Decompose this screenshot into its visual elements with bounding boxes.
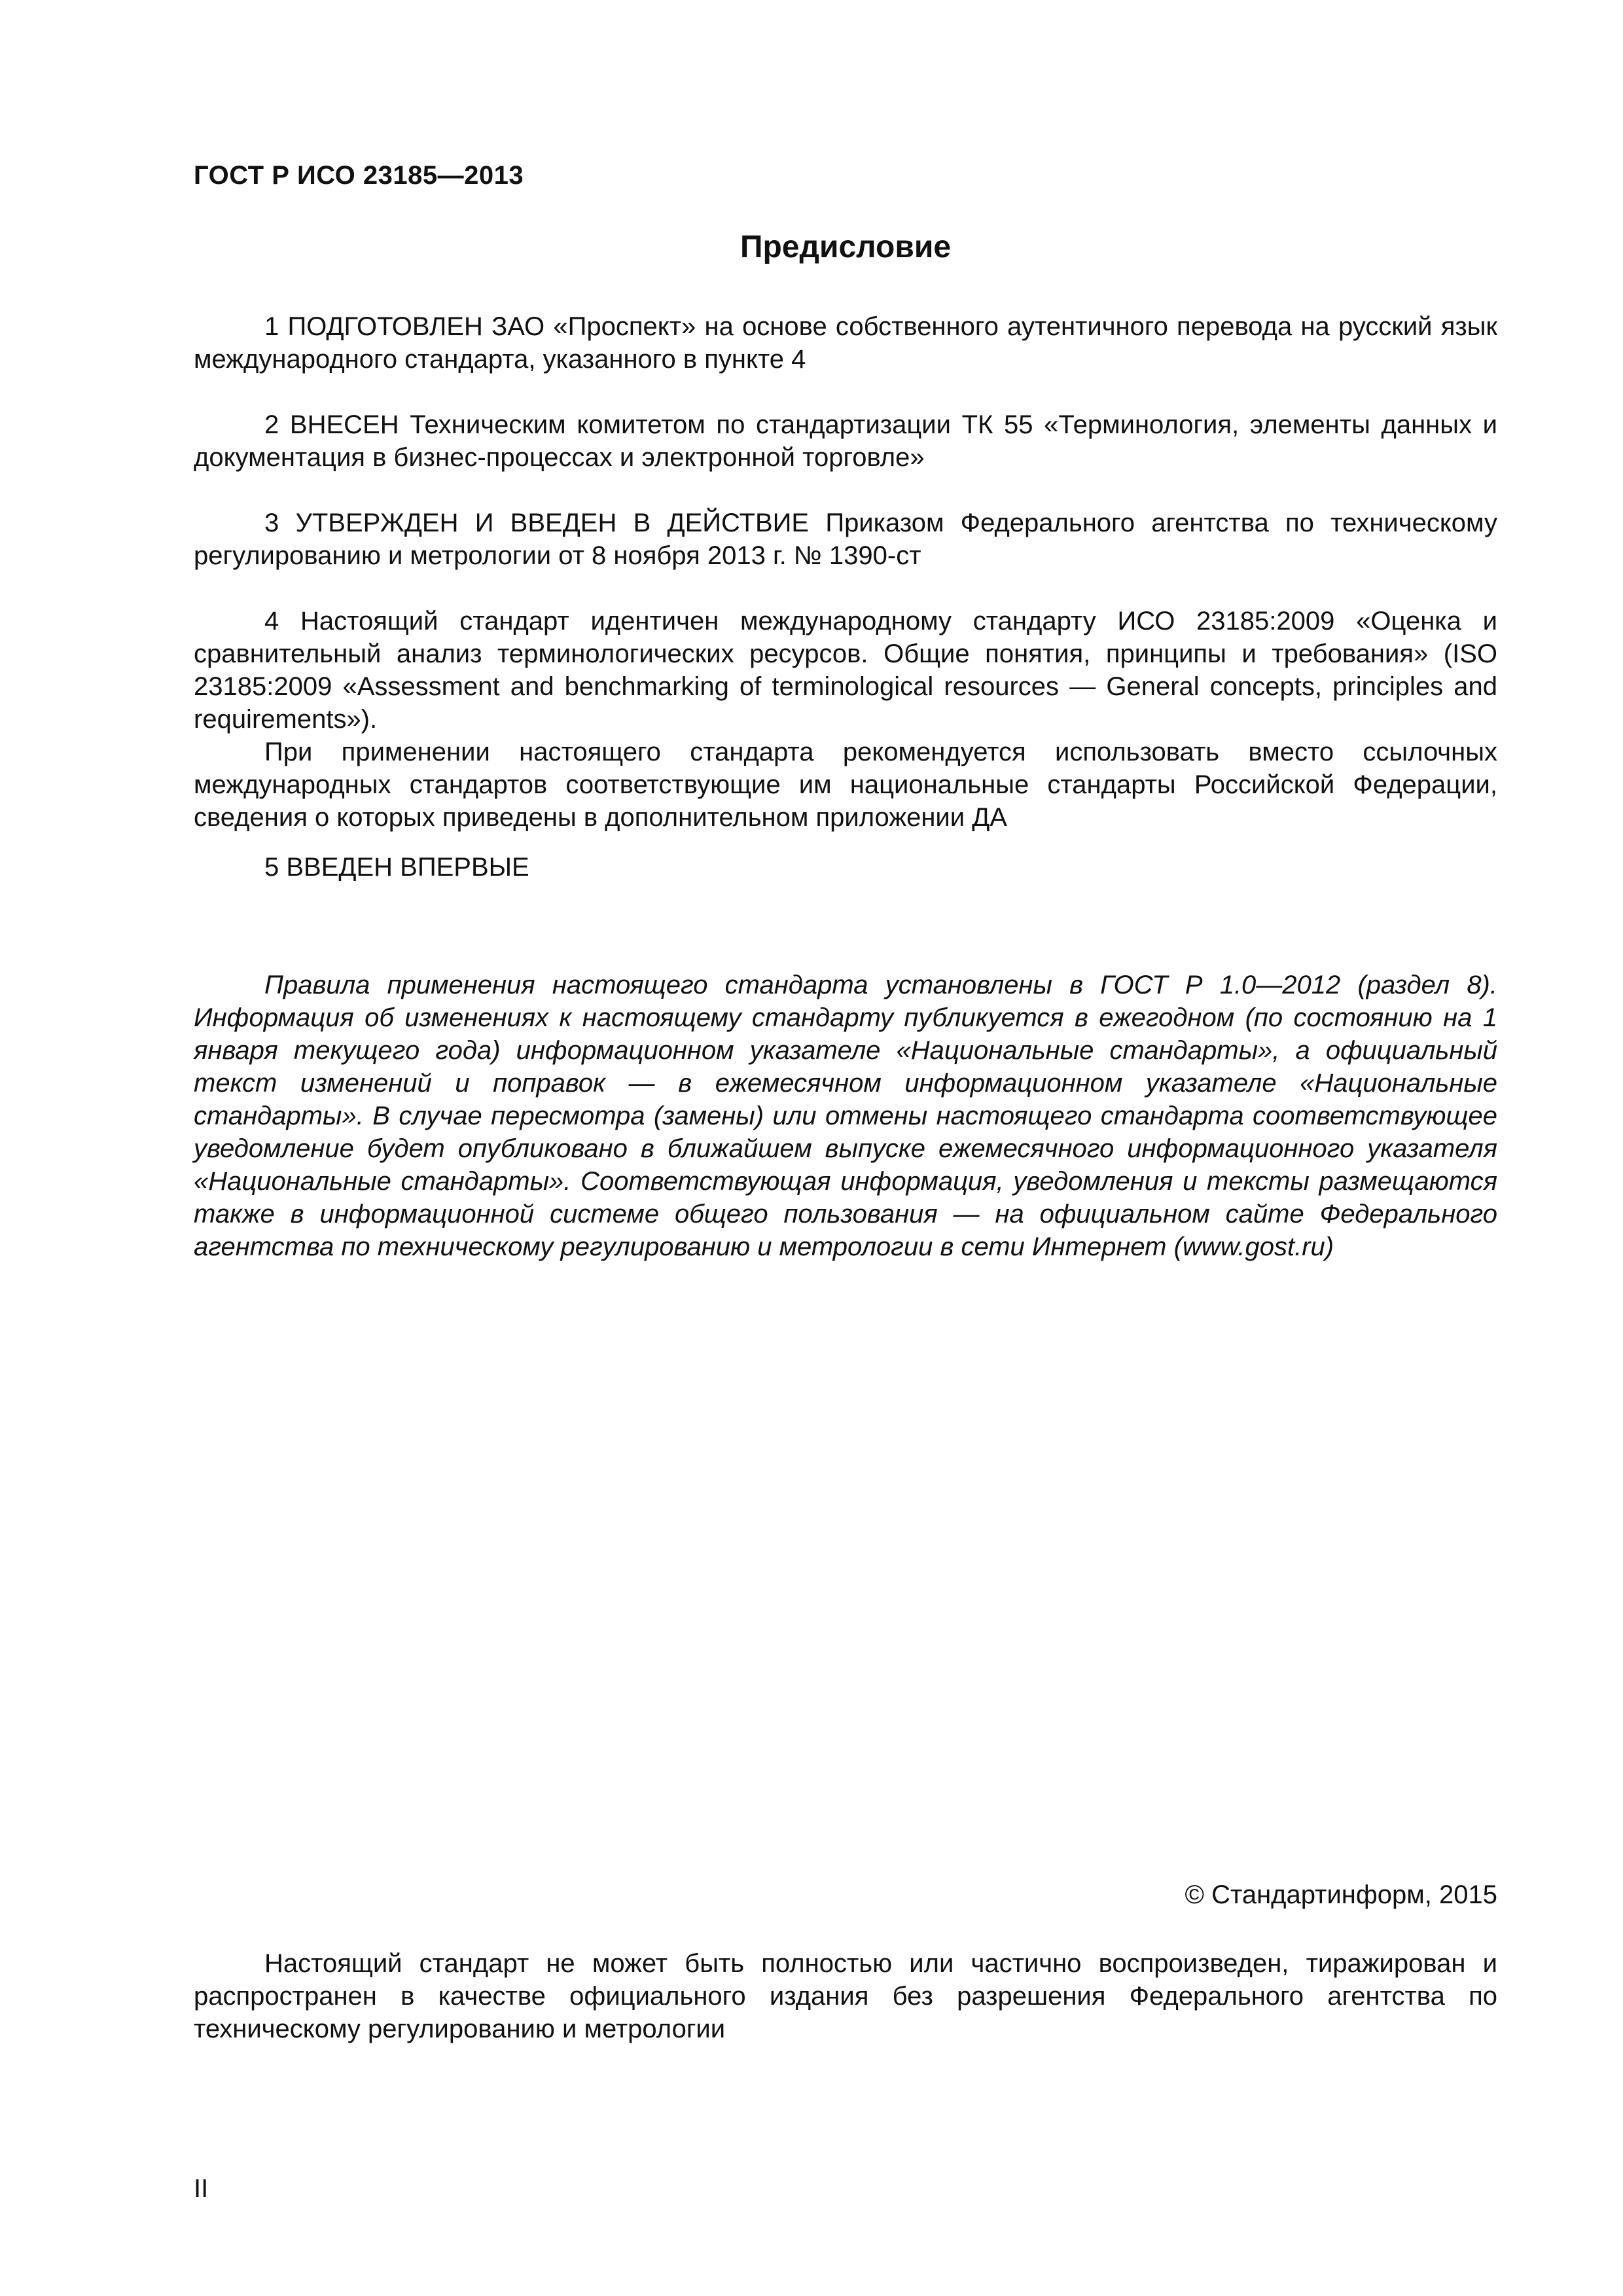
preface-item-text: 3 УТВЕРЖДЕН И ВВЕДЕН В ДЕЙСТВИЕ Приказом Федерального агентства по техническому регулированию и метрологии от 8 ноября 2013 г. № 1390-ст — [194, 509, 1497, 570]
document-id: ГОСТ Р ИСО 23185—2013 — [194, 161, 524, 190]
reproduction-text: Настоящий стандарт не может быть полностью или частично воспроизведен, тиражирован и распространен в качестве официального издания без разрешения Федерального агентства по техническому регулированию и метрологии — [194, 1949, 1497, 2043]
preface-item-text: 5 ВВЕДЕН ВПЕРВЫЕ — [264, 853, 529, 882]
preface-item-text: 1 ПОДГОТОВЛЕН ЗАО «Проспект» на основе собственного аутентичного перевода на русский язык международного стандарта, указанного в пункте 4 — [194, 312, 1497, 374]
copyright-line: © Стандартинформ, 2015 — [1185, 1880, 1497, 1909]
notice-text: Правила применения настоящего стандарта установлены в ГОСТ Р 1.0—2012 (раздел 8). Информация об изменениях к настоящему стандарту публикуется в ежегодном (по состоянию на 1 января текущего года) информационном указателе «Национальные стандарты», а официальный текст изменений и поправок — в ежемесячном информационном указателе «Национальные стандарты». В случае пересмотра (замены) или отмены настоящего стандарта соответствующее уведомление будет опубликовано в ближайшем выпуске ежемесячного информационного указателя «Национальные стандарты». Соответствующая информация, уведомления и тексты размещаются также в информационной системе общего пользования — на официальном сайте Федерального агентства по техническому регулированию и метрологии в сети Интернет (www.gost.ru) — [194, 971, 1497, 1261]
preface-item-1 — [194, 310, 1497, 376]
page-title: Предисловие — [740, 230, 952, 264]
page-number: II — [194, 2174, 209, 2203]
preface-item-2 — [194, 408, 1497, 474]
preface-item-5 — [194, 851, 1497, 884]
preface-item-text: При применении настоящего стандарта рекомендуется использовать вместо ссылочных международных стандартов соответствующие им национальные стандарты Российской Федерации, сведения о которых приведены в дополнительном приложении ДА — [194, 738, 1497, 832]
preface-item-4 — [194, 605, 1497, 834]
application-rules-notice — [194, 969, 1497, 1263]
reproduction-notice — [194, 1947, 1497, 2045]
preface-item-text: 2 ВНЕСЕН Техническим комитетом по стандартизации ТК 55 «Терминология, элементы данных и документация в бизнес-процессах и электронной торговле» — [194, 410, 1497, 472]
preface-item-3 — [194, 507, 1497, 572]
preface-item-text: 4 Настоящий стандарт идентичен международному стандарту ИСО 23185:2009 «Оценка и сравнительный анализ терминологических ресурсов. Общие понятия, принципы и требования» (ISO 23185:2009 «Assessment and benchmarking of terminological resources — General concepts, principles and requirements»). — [194, 607, 1497, 734]
